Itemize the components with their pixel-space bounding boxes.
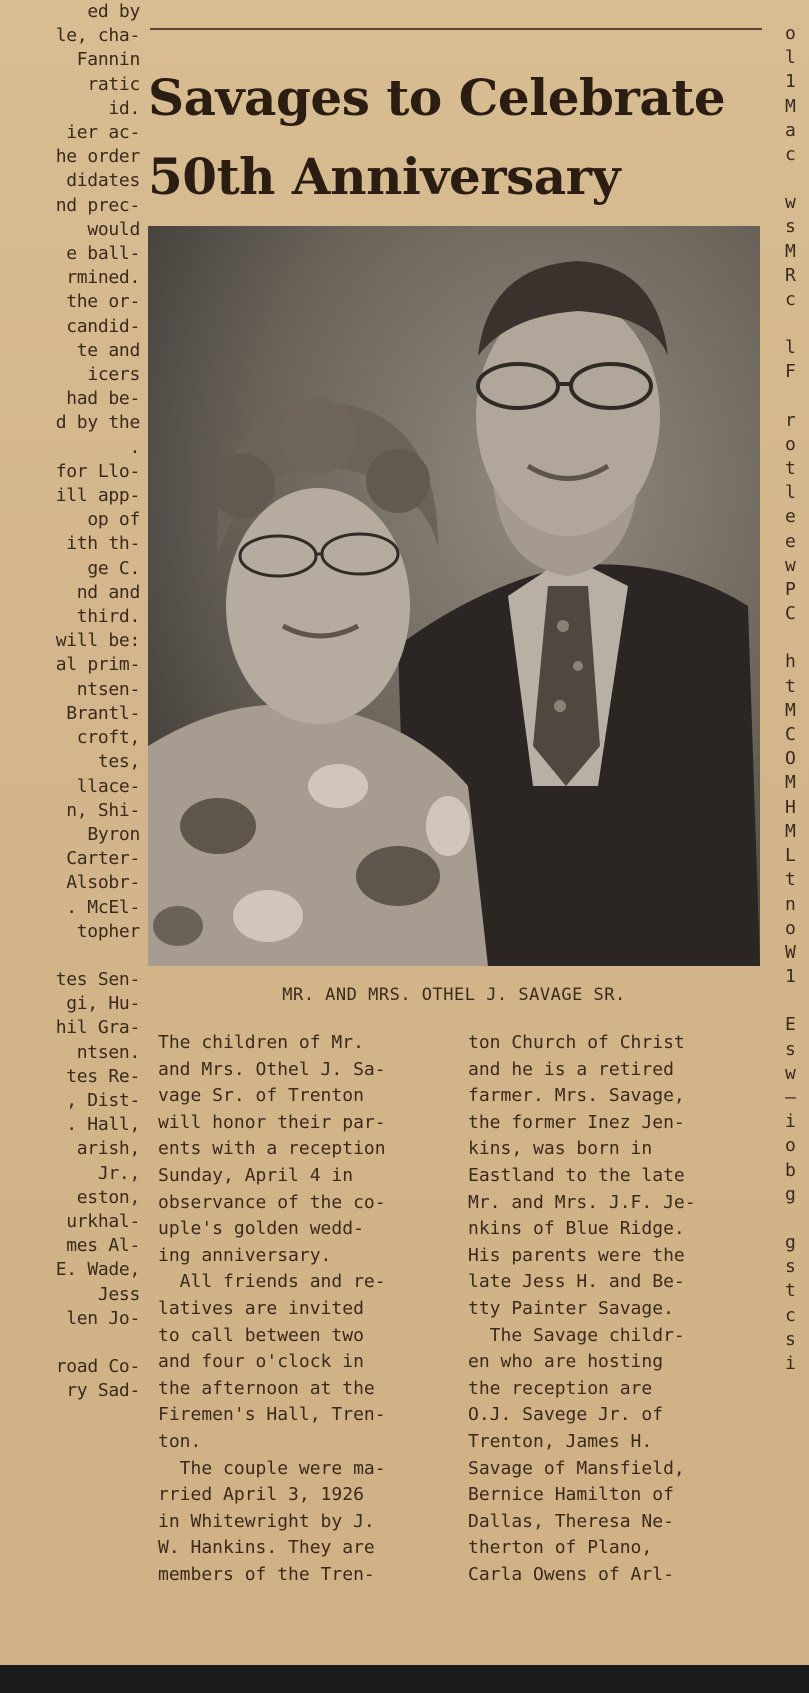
left-fragment-line: had be-: [66, 388, 140, 410]
left-fragment-line: ill app-: [55, 485, 140, 507]
left-fragment-line: id.: [108, 97, 140, 119]
article-line: Savage of Mansfield,: [468, 1457, 685, 1479]
article-line: late Jess H. and Be-: [468, 1271, 685, 1293]
right-fragment-line: C: [785, 603, 796, 625]
article-line: Dallas, Theresa Ne-: [468, 1510, 674, 1532]
right-fragment-line: H: [785, 796, 796, 818]
left-fragment-line: nd prec-: [55, 194, 140, 216]
left-fragment-line: Byron: [87, 823, 140, 845]
left-fragment-line: ith th-: [66, 533, 140, 555]
article-line: the former Inez Jen-: [468, 1111, 685, 1133]
right-fragment-line: t: [785, 869, 796, 891]
left-fragment-line: urkhal-: [66, 1210, 140, 1232]
right-fragment-line: o: [785, 23, 796, 44]
left-fragment-line: len Jo-: [66, 1307, 140, 1329]
left-fragment-line: third.: [76, 606, 140, 628]
article-line: in Whitewright by J.: [158, 1510, 375, 1532]
left-fragment-line: ratic: [87, 73, 140, 95]
left-fragment-line: Brantl-: [66, 702, 140, 724]
right-fragment-line: i: [785, 1352, 796, 1374]
left-fragment-line: . McEl-: [66, 896, 140, 918]
left-fragment-line: will be:: [55, 630, 140, 652]
right-fragment-line: s: [785, 1038, 796, 1060]
article-line: to call between two: [158, 1324, 364, 1346]
article-line: ents with a reception: [158, 1138, 386, 1160]
right-fragment-line: r: [785, 409, 796, 431]
right-fragment-line: g: [785, 1183, 796, 1205]
article-line: O.J. Savege Jr. of: [468, 1404, 664, 1426]
scan-bottom-edge: [0, 1665, 809, 1693]
article-line: ton.: [158, 1430, 202, 1452]
left-fragment-line: topher: [76, 920, 140, 942]
right-fragment-line: R: [785, 264, 796, 286]
right-fragment-line: M: [785, 772, 796, 794]
article-line: and Mrs. Othel J. Sa-: [158, 1058, 386, 1080]
right-fragment-line: —: [785, 1086, 796, 1108]
left-fragment-line: for Llo-: [55, 460, 140, 482]
article-line: ton Church of Christ: [468, 1032, 685, 1053]
left-fragment-line: mes Al-: [66, 1235, 140, 1257]
article-line: uple's golden wedd-: [158, 1218, 364, 1240]
left-fragment-line: the or-: [66, 291, 140, 313]
right-fragment-line: c: [785, 289, 796, 311]
right-fragment-line: P: [785, 579, 796, 601]
right-fragment-line: t: [785, 458, 796, 480]
headline-line-1: Savages to Celebrate: [148, 68, 726, 127]
article-line: therton of Plano,: [468, 1537, 653, 1559]
right-fragment-line: l: [785, 47, 796, 69]
left-fragment-line: didates: [66, 170, 140, 192]
article-line: His parents were the: [468, 1244, 685, 1266]
article-line: The Savage childr-: [468, 1324, 685, 1346]
right-fragment-line: [785, 989, 809, 1013]
article-line: Sunday, April 4 in: [158, 1164, 354, 1186]
left-fragment-line: would: [87, 218, 140, 240]
article-line: observance of the co-: [158, 1191, 386, 1213]
article-line: ing anniversary.: [158, 1244, 332, 1266]
right-fragment-line: l: [785, 337, 796, 359]
adjacent-column-left: [0, 0, 140, 1403]
left-fragment-line: arish,: [76, 1138, 140, 1160]
article-column-2: [468, 1030, 770, 1588]
left-fragment-line: n, Shi-: [66, 799, 140, 821]
left-fragment-line: gi, Hu-: [66, 993, 140, 1015]
left-fragment-line: ge C.: [87, 557, 140, 579]
headline-rule: [150, 28, 762, 30]
right-fragment-line: M: [785, 699, 796, 721]
left-fragment-line: tes,: [97, 751, 140, 773]
right-fragment-line: b: [785, 1159, 796, 1181]
left-fragment-line: Carter-: [66, 848, 140, 870]
left-fragment-line: d by the: [55, 412, 140, 434]
right-fragment-line: [785, 1207, 809, 1231]
right-fragment-line: M: [785, 95, 796, 117]
right-fragment-line: c: [785, 144, 796, 166]
right-fragment-line: s: [785, 1328, 796, 1350]
right-fragment-line: [785, 167, 809, 191]
article-line: the afternoon at the: [158, 1377, 375, 1399]
right-fragment-line: E: [785, 1014, 796, 1036]
right-fragment-line: o: [785, 1135, 796, 1157]
left-fragment-line: tes Sen-: [55, 968, 140, 990]
article-line: Trenton, James H.: [468, 1430, 653, 1452]
right-fragment-line: a: [785, 119, 796, 141]
article-line: All friends and re-: [158, 1271, 386, 1293]
article-line: nkins of Blue Ridge.: [468, 1218, 685, 1240]
left-fragment-line: croft,: [76, 727, 140, 749]
right-fragment-line: l: [785, 482, 796, 504]
article-line: Eastland to the late: [468, 1164, 685, 1186]
right-fragment-line: w: [785, 192, 796, 214]
left-fragment-line: ntsen-: [76, 678, 140, 700]
right-fragment-line: g: [785, 1231, 796, 1253]
right-fragment-line: L: [785, 845, 796, 867]
left-fragment-line: rmined.: [66, 267, 140, 289]
left-fragment-line: eston,: [76, 1186, 140, 1208]
right-fragment-line: [785, 312, 809, 336]
left-fragment-line: Alsobr-: [66, 872, 140, 894]
article-column-1: [158, 1030, 460, 1588]
left-fragment-line: . Hall,: [66, 1114, 140, 1136]
left-fragment-line: Jr.,: [97, 1162, 140, 1184]
right-fragment-line: [785, 626, 809, 650]
left-fragment-line: ed by: [87, 1, 140, 22]
photo-caption: MR. AND MRS. OTHEL J. SAVAGE SR.: [282, 985, 626, 1005]
right-fragment-line: w: [785, 1062, 796, 1084]
article-line: W. Hankins. They are: [158, 1537, 375, 1559]
right-fragment-line: 1: [785, 966, 796, 988]
article-line: and he is a retired: [468, 1058, 674, 1080]
right-fragment-line: w: [785, 554, 796, 576]
left-fragment-line: candid-: [66, 315, 140, 337]
right-fragment-line: o: [785, 433, 796, 455]
left-fragment-line: icers: [87, 364, 140, 386]
left-fragment-line: [0, 1331, 140, 1355]
couple-photo-illustration: [148, 226, 760, 966]
right-fragment-line: i: [785, 1111, 796, 1133]
left-fragment-line: ier ac-: [66, 122, 140, 144]
right-fragment-line: C: [785, 724, 796, 746]
left-fragment-line: ry Sad-: [66, 1380, 140, 1402]
headline: [148, 58, 768, 216]
article-line: kins, was born in: [468, 1138, 653, 1160]
left-fragment-line: [0, 944, 140, 968]
right-fragment-line: s: [785, 216, 796, 238]
left-fragment-line: nd and: [76, 581, 140, 603]
right-fragment-line: c: [785, 1304, 796, 1326]
left-fragment-line: op of: [87, 509, 140, 531]
right-fragment-line: M: [785, 820, 796, 842]
headline-line-2: 50th Anniversary: [148, 147, 621, 206]
right-fragment-line: e: [785, 530, 796, 552]
article-line: en who are hosting: [468, 1351, 664, 1373]
right-fragment-line: M: [785, 240, 796, 262]
article-line: latives are invited: [158, 1297, 364, 1319]
article-line: Carla Owens of Arl-: [468, 1563, 674, 1585]
article-line: Bernice Hamilton of: [468, 1484, 674, 1506]
article-line: Mr. and Mrs. J.F. Je-: [468, 1191, 696, 1213]
left-fragment-line: te and: [76, 339, 140, 361]
left-fragment-line: .: [129, 436, 140, 458]
right-fragment-line: o: [785, 917, 796, 939]
right-fragment-line: t: [785, 1280, 796, 1302]
left-fragment-line: Fannin: [76, 49, 140, 71]
left-fragment-line: he order: [55, 146, 140, 168]
left-fragment-line: tes Re-: [66, 1065, 140, 1087]
article-line: The couple were ma-: [158, 1457, 386, 1479]
right-fragment-line: t: [785, 675, 796, 697]
left-fragment-line: ntsen.: [76, 1041, 140, 1063]
right-fragment-line: W: [785, 941, 796, 963]
right-fragment-line: F: [785, 361, 796, 383]
left-fragment-line: al prim-: [55, 654, 140, 676]
article-line: farmer. Mrs. Savage,: [468, 1085, 685, 1107]
article-line: and four o'clock in: [158, 1351, 364, 1373]
right-fragment-line: e: [785, 506, 796, 528]
right-fragment-line: O: [785, 748, 796, 770]
left-fragment-line: Jess: [97, 1283, 140, 1305]
left-fragment-line: e ball-: [66, 243, 140, 265]
left-fragment-line: le, cha-: [55, 25, 140, 47]
article-line: the reception are: [468, 1377, 653, 1399]
right-fragment-line: s: [785, 1256, 796, 1278]
right-fragment-line: n: [785, 893, 796, 915]
couple-photo: [148, 226, 760, 966]
article-line: Firemen's Hall, Tren-: [158, 1404, 386, 1426]
right-fragment-line: [785, 385, 809, 409]
right-fragment-line: 1: [785, 71, 796, 93]
adjacent-column-right: [785, 22, 809, 1376]
left-fragment-line: , Dist-: [66, 1089, 140, 1111]
article-line: rried April 3, 1926: [158, 1484, 364, 1506]
left-fragment-line: E. Wade,: [55, 1259, 140, 1281]
article-line: vage Sr. of Trenton: [158, 1085, 364, 1107]
article-line: tty Painter Savage.: [468, 1297, 674, 1319]
left-fragment-line: hil Gra-: [55, 1017, 140, 1039]
article-line: will honor their par-: [158, 1111, 386, 1133]
left-fragment-line: llace-: [76, 775, 140, 797]
article-line: The children of Mr.: [158, 1032, 364, 1053]
right-fragment-line: h: [785, 651, 796, 673]
left-fragment-line: road Co-: [55, 1355, 140, 1377]
article-line: members of the Tren-: [158, 1563, 375, 1585]
